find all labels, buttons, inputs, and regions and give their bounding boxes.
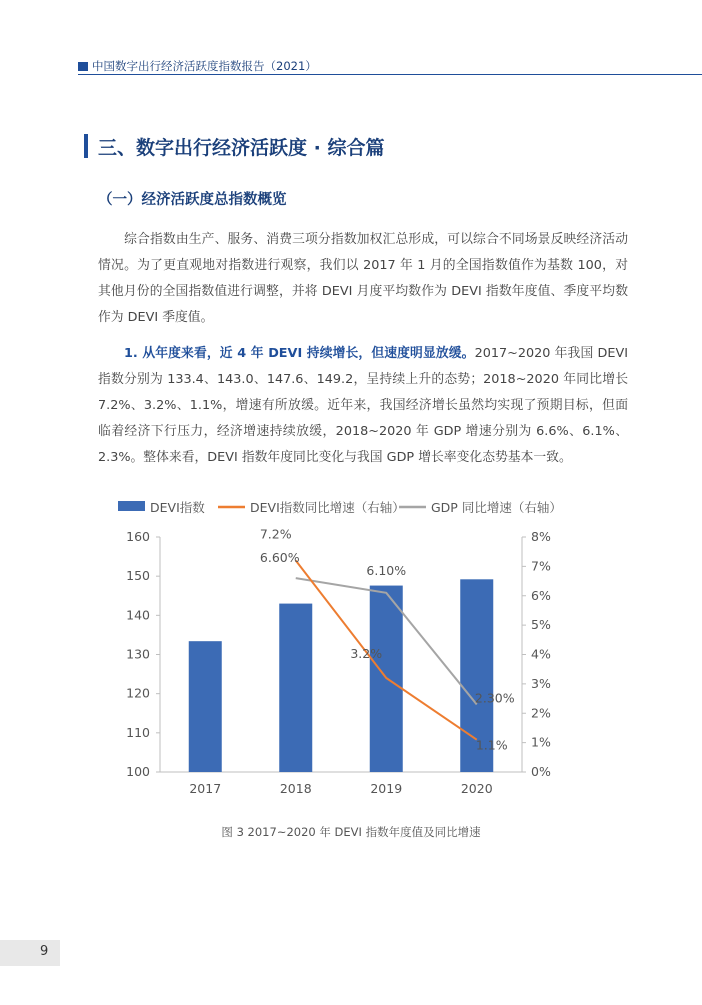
right-tick-label: 6% xyxy=(531,587,551,603)
legend-label: DEVI指数同比增速（右轴） xyxy=(250,500,405,515)
right-tick-label: 4% xyxy=(531,646,551,662)
data-label: 3.2% xyxy=(350,646,383,661)
legend-swatch-bar xyxy=(118,501,145,511)
paragraph-1 xyxy=(98,227,628,331)
right-tick-label: 7% xyxy=(531,558,551,574)
right-tick-label: 0% xyxy=(531,764,551,779)
devi-chart xyxy=(0,490,702,810)
page-number: 9 xyxy=(40,944,49,959)
left-tick-label: 130 xyxy=(126,646,150,662)
header-book-icon xyxy=(78,62,88,71)
legend-label: DEVI指数 xyxy=(150,500,205,515)
x-tick-label: 2019 xyxy=(370,781,403,796)
data-label: 6.10% xyxy=(366,562,407,578)
paragraph-2-lead: 1. 从年度来看，近 4 年 DEVI 持续增长，但速度明显放缓。 xyxy=(124,346,475,361)
data-label: 7.2% xyxy=(259,526,292,542)
x-tick-label: 2018 xyxy=(279,781,312,796)
paragraph-2 xyxy=(98,341,628,471)
data-label: 6.60% xyxy=(259,550,300,566)
right-tick-label: 3% xyxy=(531,675,551,691)
page-header xyxy=(78,58,317,74)
paragraph-1-text: 综合指数由生产、服务、消费三项分指数加权汇总形成，可以综合不同场景反映经济活动情况。为了更直观地对指数进行观察，我们以 2017 年 1 月的全国指数值作为基数 100，对其他月份的全国指数值进行调整，并将 DEVI 月度平均数作为 DEVI 指数年度值、季度平均数作为 DEVI 季度值。 xyxy=(98,232,628,325)
header-rule xyxy=(78,74,702,75)
left-tick-label: 110 xyxy=(126,724,150,740)
left-tick-label: 100 xyxy=(126,764,150,779)
right-tick-label: 2% xyxy=(531,705,551,721)
right-tick-label: 5% xyxy=(531,617,551,633)
right-tick-label: 1% xyxy=(531,734,551,750)
bar xyxy=(279,604,312,772)
left-tick-label: 140 xyxy=(126,607,150,623)
legend-label: GDP 同比增速（右轴） xyxy=(431,500,562,515)
header-title: 中国数字出行经济活跃度指数报告（2021） xyxy=(92,59,317,73)
left-tick-label: 120 xyxy=(126,685,150,701)
section-marker xyxy=(84,134,88,158)
x-tick-label: 2017 xyxy=(189,781,222,796)
right-tick-label: 8% xyxy=(531,529,551,544)
subsection-title: （一）经济活跃度总指数概览 xyxy=(98,192,287,208)
section-title: 三、数字出行经济活跃度 · 综合篇 xyxy=(98,137,385,159)
left-tick-label: 160 xyxy=(126,529,150,544)
bar xyxy=(189,641,222,772)
figure-caption: 图 3 2017~2020 年 DEVI 指数年度值及同比增速 xyxy=(221,825,481,839)
x-tick-label: 2020 xyxy=(460,781,493,796)
paragraph-2-text: 2017~2020 年我国 DEVI 指数分别为 133.4、143.0、147.6、149.2，呈持续上升的态势；2018~2020 年同比增长 7.2%、3.2%、1.1%，增速有所放缓。近年来，我国经济增长虽然均实现了预期目标，但面临着经济下行压力，经济增速持续放缓，2018~2020 年 GDP 增速分别为 6.6%、6.1%、2.3%。整体来看，DEVI 指数年度同比变化与我国 GDP 增长率变化态势基本一致。 xyxy=(98,346,628,465)
data-label: 1.1% xyxy=(475,737,508,753)
page-number-box xyxy=(0,940,60,966)
left-tick-label: 150 xyxy=(126,568,150,584)
data-label: 2.30% xyxy=(474,690,515,706)
